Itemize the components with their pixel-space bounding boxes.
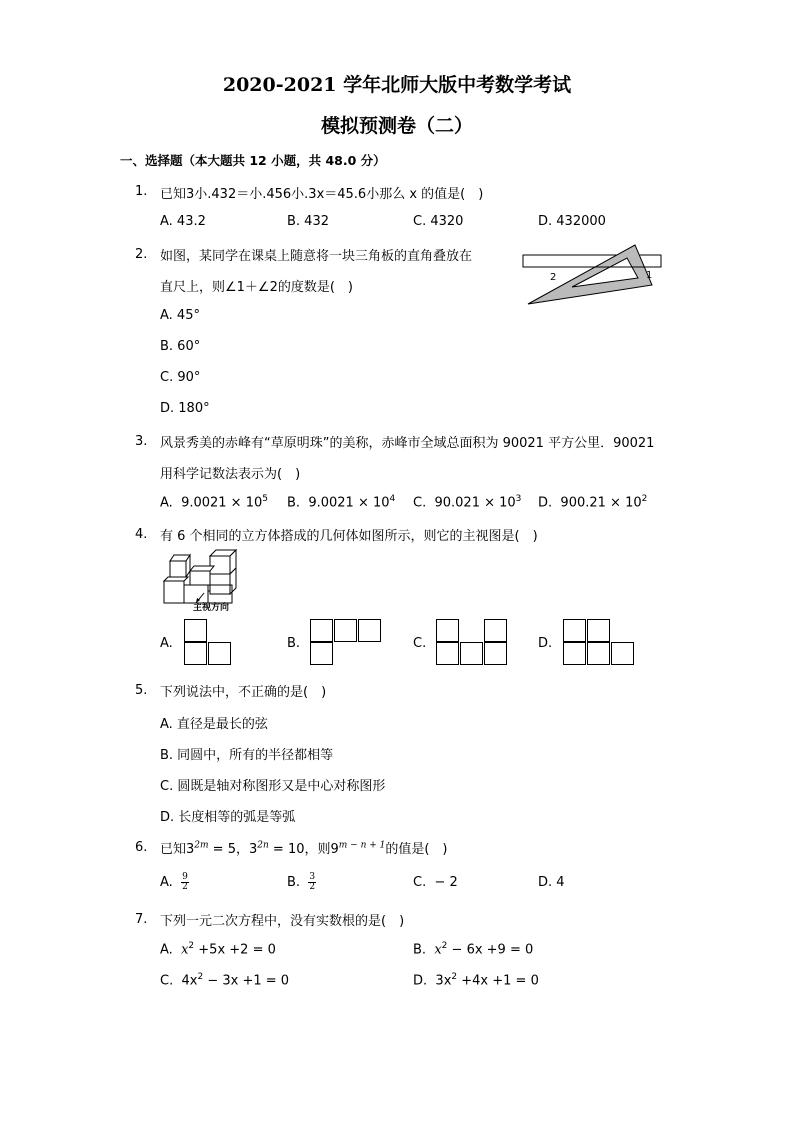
page-title: 2020-2021 学年北师大版中考数学考试 [222,74,572,96]
option-d: D. 180° [160,401,210,416]
question-text: 下列说法中，不正确的是( ) [160,685,327,700]
option-b: B. 432 [287,214,329,229]
option-c: C. 4320 [413,214,464,229]
option-b: B. 60° [160,339,201,354]
question-text: 有 6 个相同的立方体搭成的几何体如图所示，则它的主视图是( ) [160,529,538,544]
option-d: D. 4 [538,875,565,890]
option-a: A. 直径是最长的弦 [160,717,268,732]
option-b: B. [287,636,301,651]
section-heading: 一、选择题（本大题共 12 小题，共 48.0 分） [120,153,386,168]
option-a: A. $9.0021 \times 10^5$ [160,494,268,511]
question-text: 已知$3^{2m} = 5$，$3^{2n} = 10$，则$9^{m - n + 1}$的值是( ) [160,840,448,857]
option-c: C. $4x^2 - 3x +1 = 0$ [160,972,290,989]
question-text: 用科学记数法表示为( ) [160,467,301,482]
option-d: D. 432000 [538,214,606,229]
question-number: 2. [135,247,148,262]
angle-label: 1 [646,270,653,281]
question-number: 6. [135,840,148,855]
option-b: B. 同圆中，所有的半径都相等 [160,748,334,763]
option-a: A. $\frac{9}{2}$ [160,872,188,892]
option-b: B. $\frac{3}{2}$ [287,872,316,892]
question-text: 已知3小.432＝小.456小.3x＝45.6小那么 x 的值是( ) [160,187,484,202]
question-number: 5. [135,683,148,698]
ruler-triangle-figure [520,240,665,310]
question-number: 1. [135,184,148,199]
option-d: D. $3x^2 +4x +1 = 0$ [413,972,539,989]
view-direction-label: 主视方向 [193,603,230,613]
option-c: C. $90.021 \times 10^3$ [413,494,522,511]
question-number: 4. [135,527,148,542]
option-b: B. $x^2 - 6x +9 = 0$ [413,941,534,958]
option-d: D. 长度相等的弧是等弧 [160,810,296,825]
option-c: C. 圆既是轴对称图形又是中心对称图形 [160,779,386,794]
page-subtitle: 模拟预测卷（二） [320,115,473,137]
question-text: 下列一元二次方程中，没有实数根的是( ) [160,914,405,929]
option-a: A. $x^2 +5x +2 = 0$ [160,941,276,958]
question-number: 7. [135,912,148,927]
option-a: A. 43.2 [160,214,206,229]
question-text: 如图，某同学在课桌上随意将一块三角板的直角叠放在 [160,249,473,264]
option-d: D. $900.21 \times 10^2$ [538,494,648,511]
option-c: C. 90° [160,370,201,385]
option-c: C. [413,636,427,651]
angle-label: 2 [550,272,557,283]
question-text: 风景秀美的赤峰有“草原明珠”的美称，赤峰市全域总面积为 90021 平方公里．90021 [160,436,655,451]
option-b: B. $9.0021 \times 10^4$ [287,494,396,511]
option-c: C. − 2 [413,875,458,890]
option-d: D. [538,636,553,651]
option-a: A. [160,636,173,651]
question-number: 3. [135,434,148,449]
option-a: A. 45° [160,308,200,323]
cube-stack-figure [160,549,242,613]
question-text: 直尺上，则∠1＋∠2的度数是( ) [160,280,353,295]
